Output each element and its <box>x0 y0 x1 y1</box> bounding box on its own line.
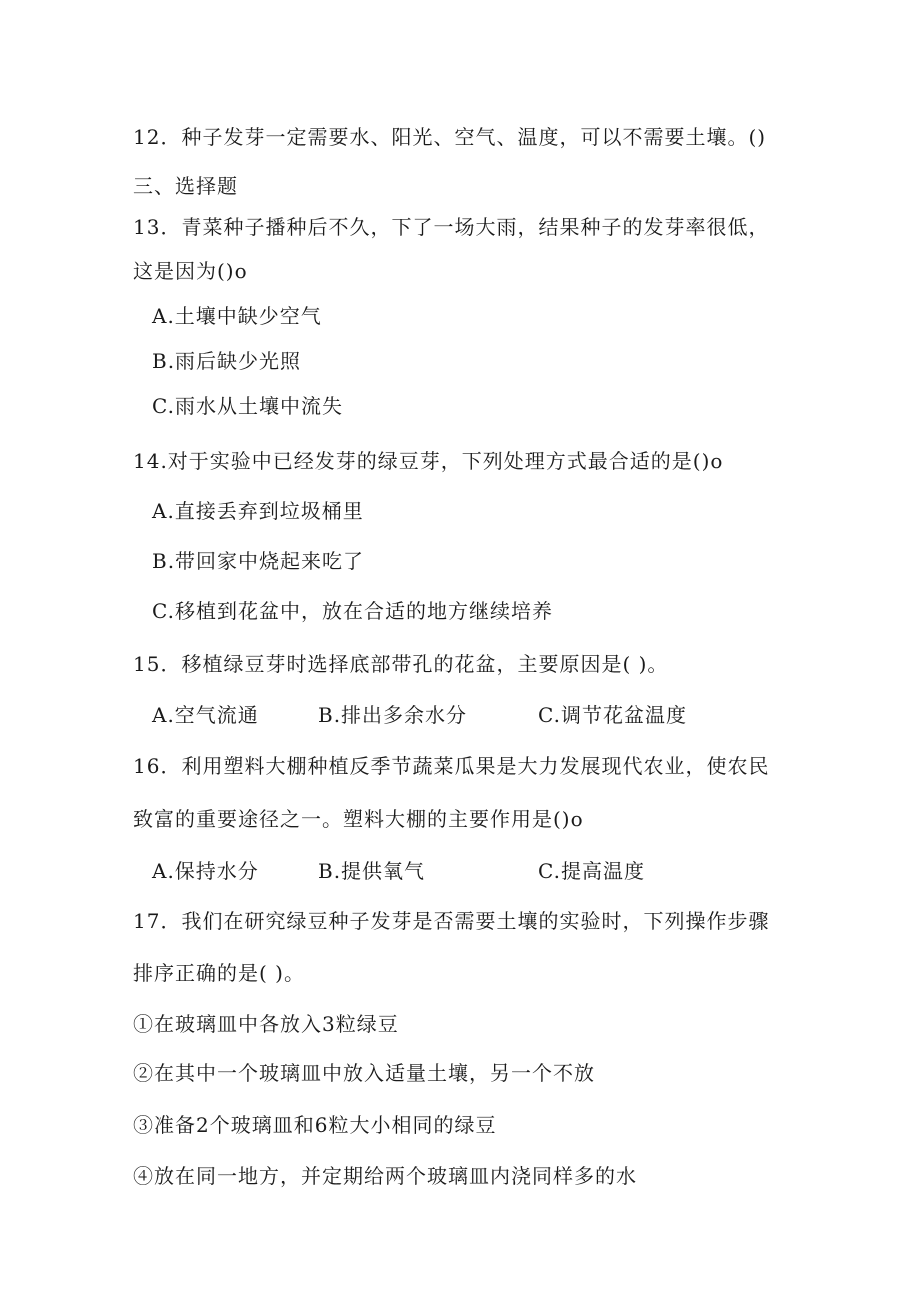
q14-option-c: C.移植到花盆中，放在合适的地方继续培养 <box>152 599 553 623</box>
q13-option-c: C.雨水从土壤中流失 <box>152 394 343 418</box>
q14-option-b: B.带回家中烧起来吃了 <box>152 549 365 573</box>
q13-line2: 这是因为()o <box>133 259 248 283</box>
q13-line1: 13．青菜种子播种后不久，下了一场大雨，结果种子的发芽率很低， <box>133 215 770 239</box>
q17-step-3: ③准备2个玻璃皿和6粒大小相同的绿豆 <box>133 1113 497 1137</box>
q15-text: 15．移植绿豆芽时选择底部带孔的花盆，主要原因是( )。 <box>133 652 669 676</box>
q16-option-c: C.提高温度 <box>538 859 645 883</box>
q12-text: 12．种子发芽一定需要水、阳光、空气、温度，可以不需要土壤。() <box>133 125 767 149</box>
q17-line2: 排序正确的是( )。 <box>133 961 305 985</box>
q17-step-4: ④放在同一地方，并定期给两个玻璃皿内浇同样多的水 <box>133 1164 637 1188</box>
q15-option-a: A.空气流通 <box>152 703 259 727</box>
section-heading: 三、选择题 <box>133 174 238 198</box>
q15-option-c: C.调节花盆温度 <box>538 703 687 727</box>
q16-option-a: A.保持水分 <box>152 859 259 883</box>
q15-option-b: B.排出多余水分 <box>318 703 468 727</box>
q16-line2: 致富的重要途径之一。塑料大棚的主要作用是()o <box>133 807 584 831</box>
q16-option-b: B.提供氧气 <box>318 859 426 883</box>
q13-option-a: A.土壤中缺少空气 <box>152 304 322 328</box>
q14-option-a: A.直接丢弃到垃圾桶里 <box>152 499 364 523</box>
q17-line1: 17．我们在研究绿豆种子发芽是否需要土壤的实验时，下列操作步骤 <box>133 909 770 933</box>
q14-text: 14.对于实验中已经发芽的绿豆芽，下列处理方式最合适的是()o <box>133 449 724 473</box>
q16-line1: 16．利用塑料大棚种植反季节蔬菜瓜果是大力发展现代农业，使农民 <box>133 754 770 778</box>
q17-step-1: ①在玻璃皿中各放入3粒绿豆 <box>133 1012 399 1036</box>
q13-option-b: B.雨后缺少光照 <box>152 349 302 373</box>
q17-step-2: ②在其中一个玻璃皿中放入适量土壤，另一个不放 <box>133 1061 595 1085</box>
